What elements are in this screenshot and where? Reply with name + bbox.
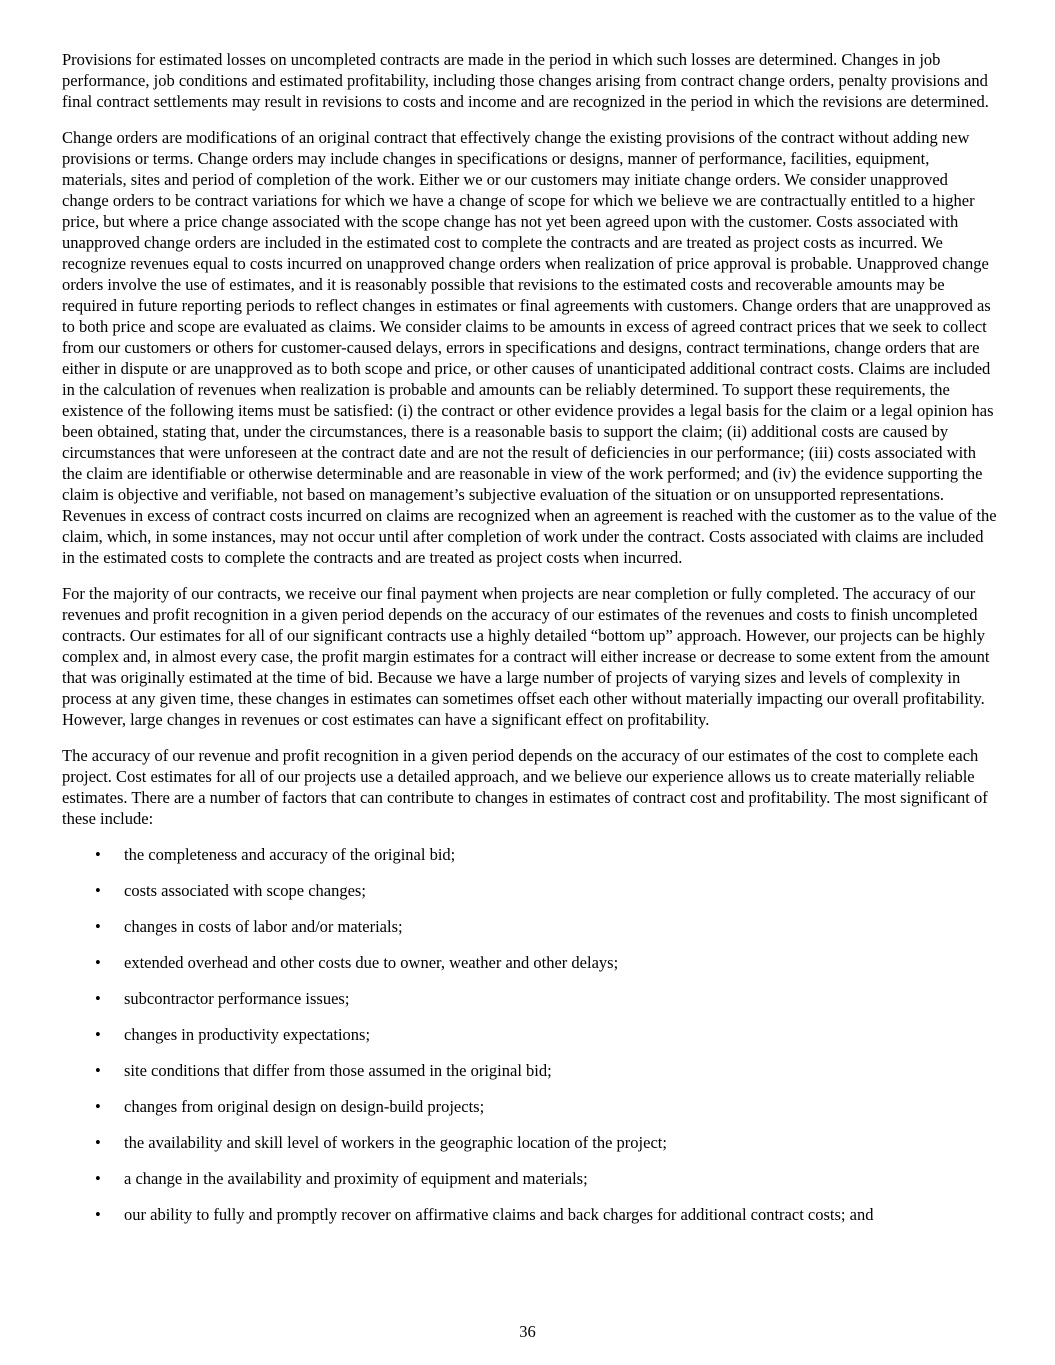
bullet-text: site conditions that differ from those assumed in the original bid; [124, 1061, 552, 1080]
bullet-icon: • [95, 881, 101, 900]
bullet-icon: • [95, 917, 101, 936]
bullet-icon: • [95, 1205, 101, 1224]
list-item [62, 988, 997, 1009]
bullet-text: changes in productivity expectations; [124, 1025, 371, 1044]
bullet-icon: • [95, 989, 101, 1008]
list-item [62, 844, 997, 865]
bullet-icon: • [95, 1169, 101, 1188]
bullet-text: extended overhead and other costs due to owner, weather and other delays; [124, 953, 619, 972]
bullet-text: subcontractor performance issues; [124, 989, 350, 1008]
bullet-icon: • [95, 1133, 101, 1152]
bullet-text: a change in the availability and proximity of equipment and materials; [124, 1169, 588, 1188]
bullet-icon: • [95, 1061, 101, 1080]
list-item [62, 1060, 997, 1081]
bullet-text: costs associated with scope changes; [124, 881, 366, 900]
bullet-icon: • [95, 1097, 101, 1116]
list-item [62, 1204, 997, 1225]
list-item [62, 916, 997, 937]
bullet-text: the availability and skill level of workers in the geographic location of the project; [124, 1133, 667, 1152]
list-item [62, 1132, 997, 1153]
bullet-text: changes from original design on design-build projects; [124, 1097, 485, 1116]
bullet-text: the completeness and accuracy of the original bid; [124, 845, 456, 864]
factor-bullet-list [62, 844, 997, 1225]
list-item [62, 1168, 997, 1189]
page-number: 36 [519, 1322, 536, 1341]
bullet-text: changes in costs of labor and/or materials; [124, 917, 403, 936]
list-item [62, 952, 997, 973]
bullet-icon: • [95, 1025, 101, 1044]
list-item [62, 880, 997, 901]
list-item [62, 1024, 997, 1045]
list-item [62, 1096, 997, 1117]
bullet-icon: • [95, 953, 101, 972]
paragraph-provisions-for-losses: Provisions for estimated losses on uncompleted contracts are made in the period in which such losses are determined. Changes in job performance, job conditions and estimated profitability, including those changes arising from contract change orders, penalty provisions and final contract settlements may result in revisions to costs and income and are recognized in the period in which the revisions are determined. [62, 50, 989, 111]
bullet-text: our ability to fully and promptly recover on affirmative claims and back charges for additional contract costs; and [124, 1205, 874, 1224]
bullet-icon: • [95, 845, 101, 864]
paragraph-final-payment: For the majority of our contracts, we receive our final payment when projects are near completion or fully completed. The accuracy of our revenues and profit recognition in a given period depends on the accuracy of our estimates of the revenues and costs to finish uncompleted contracts. Our estimates for all of our significant contracts use a highly detailed “bottom up” approach. However, our projects can be highly complex and, in almost every case, the profit margin estimates for a contract will either increase or decrease to some extent from the amount that was originally estimated at the time of bid. Because we have a large number of projects of varying sizes and levels of complexity in process at any given time, these changes in estimates can sometimes offset each other without materially impacting our overall profitability. However, large changes in revenues or cost estimates can have a significant effect on profitability. [62, 584, 990, 729]
paragraph-estimate-accuracy: The accuracy of our revenue and profit recognition in a given period depends on the accuracy of our estimates of the cost to complete each project. Cost estimates for all of our projects use a detailed approach, and we believe our experience allows us to create materially reliable estimates. There are a number of factors that can contribute to changes in estimates of contract cost and profitability. The most significant of these include: [62, 746, 988, 828]
paragraph-change-orders: Change orders are modifications of an original contract that effectively change the existing provisions of the contract without adding new provisions or terms. Change orders may include changes in specifications or designs, manner of performance, facilities, equipment, materials, sites and period of completion of the work. Either we or our customers may initiate change orders. We consider unapproved change orders to be contract variations for which we have a change of scope for which we believe we are contractually entitled to a higher price, but where a price change associated with the scope change has not yet been agreed upon with the customer. Costs associated with unapproved change orders are included in the estimated cost to complete the contracts and are treated as project costs as incurred. We recognize revenues equal to costs incurred on unapproved change orders when realization of price approval is probable. Unapproved change orders involve the use of estimates, and it is reasonably possible that revisions to the estimated costs and recoverable amounts may be required in future reporting periods to reflect changes in estimates or final agreements with customers. Change orders that are unapproved as to both price and scope are evaluated as claims. We consider claims to be amounts in excess of agreed contract prices that we seek to collect from our customers or others for customer-caused delays, errors in specifications and designs, contract terminations, change orders that are either in dispute or are unapproved as to both scope and price, or other causes of unanticipated additional contract costs. Claims are included in the calculation of revenues when realization is probable and amounts can be reliably determined. To support these requirements, the existence of the following items must be satisfied: (i) the contract or other evidence provides a legal basis for the claim or a legal opinion has been obtained, stating that, under the circumstances, there is a reasonable basis to support the claim; (ii) additional costs are caused by circumstances that were unforeseen at the contract date and are not the result of deficiencies in our performance; (iii) costs associated with the claim are identifiable or otherwise determinable and are reasonable in view of the work performed; and (iv) the evidence supporting the claim is objective and verifiable, not based on management’s subjective evaluation of the situation or on unsupported representations. Revenues in excess of contract costs incurred on claims are recognized when an agreement is reached with the customer as to the value of the claim, which, in some instances, may not occur until after completion of work under the contract. Costs associated with claims are included in the estimated costs to complete the contracts and are treated as project costs when incurred. [62, 128, 997, 567]
